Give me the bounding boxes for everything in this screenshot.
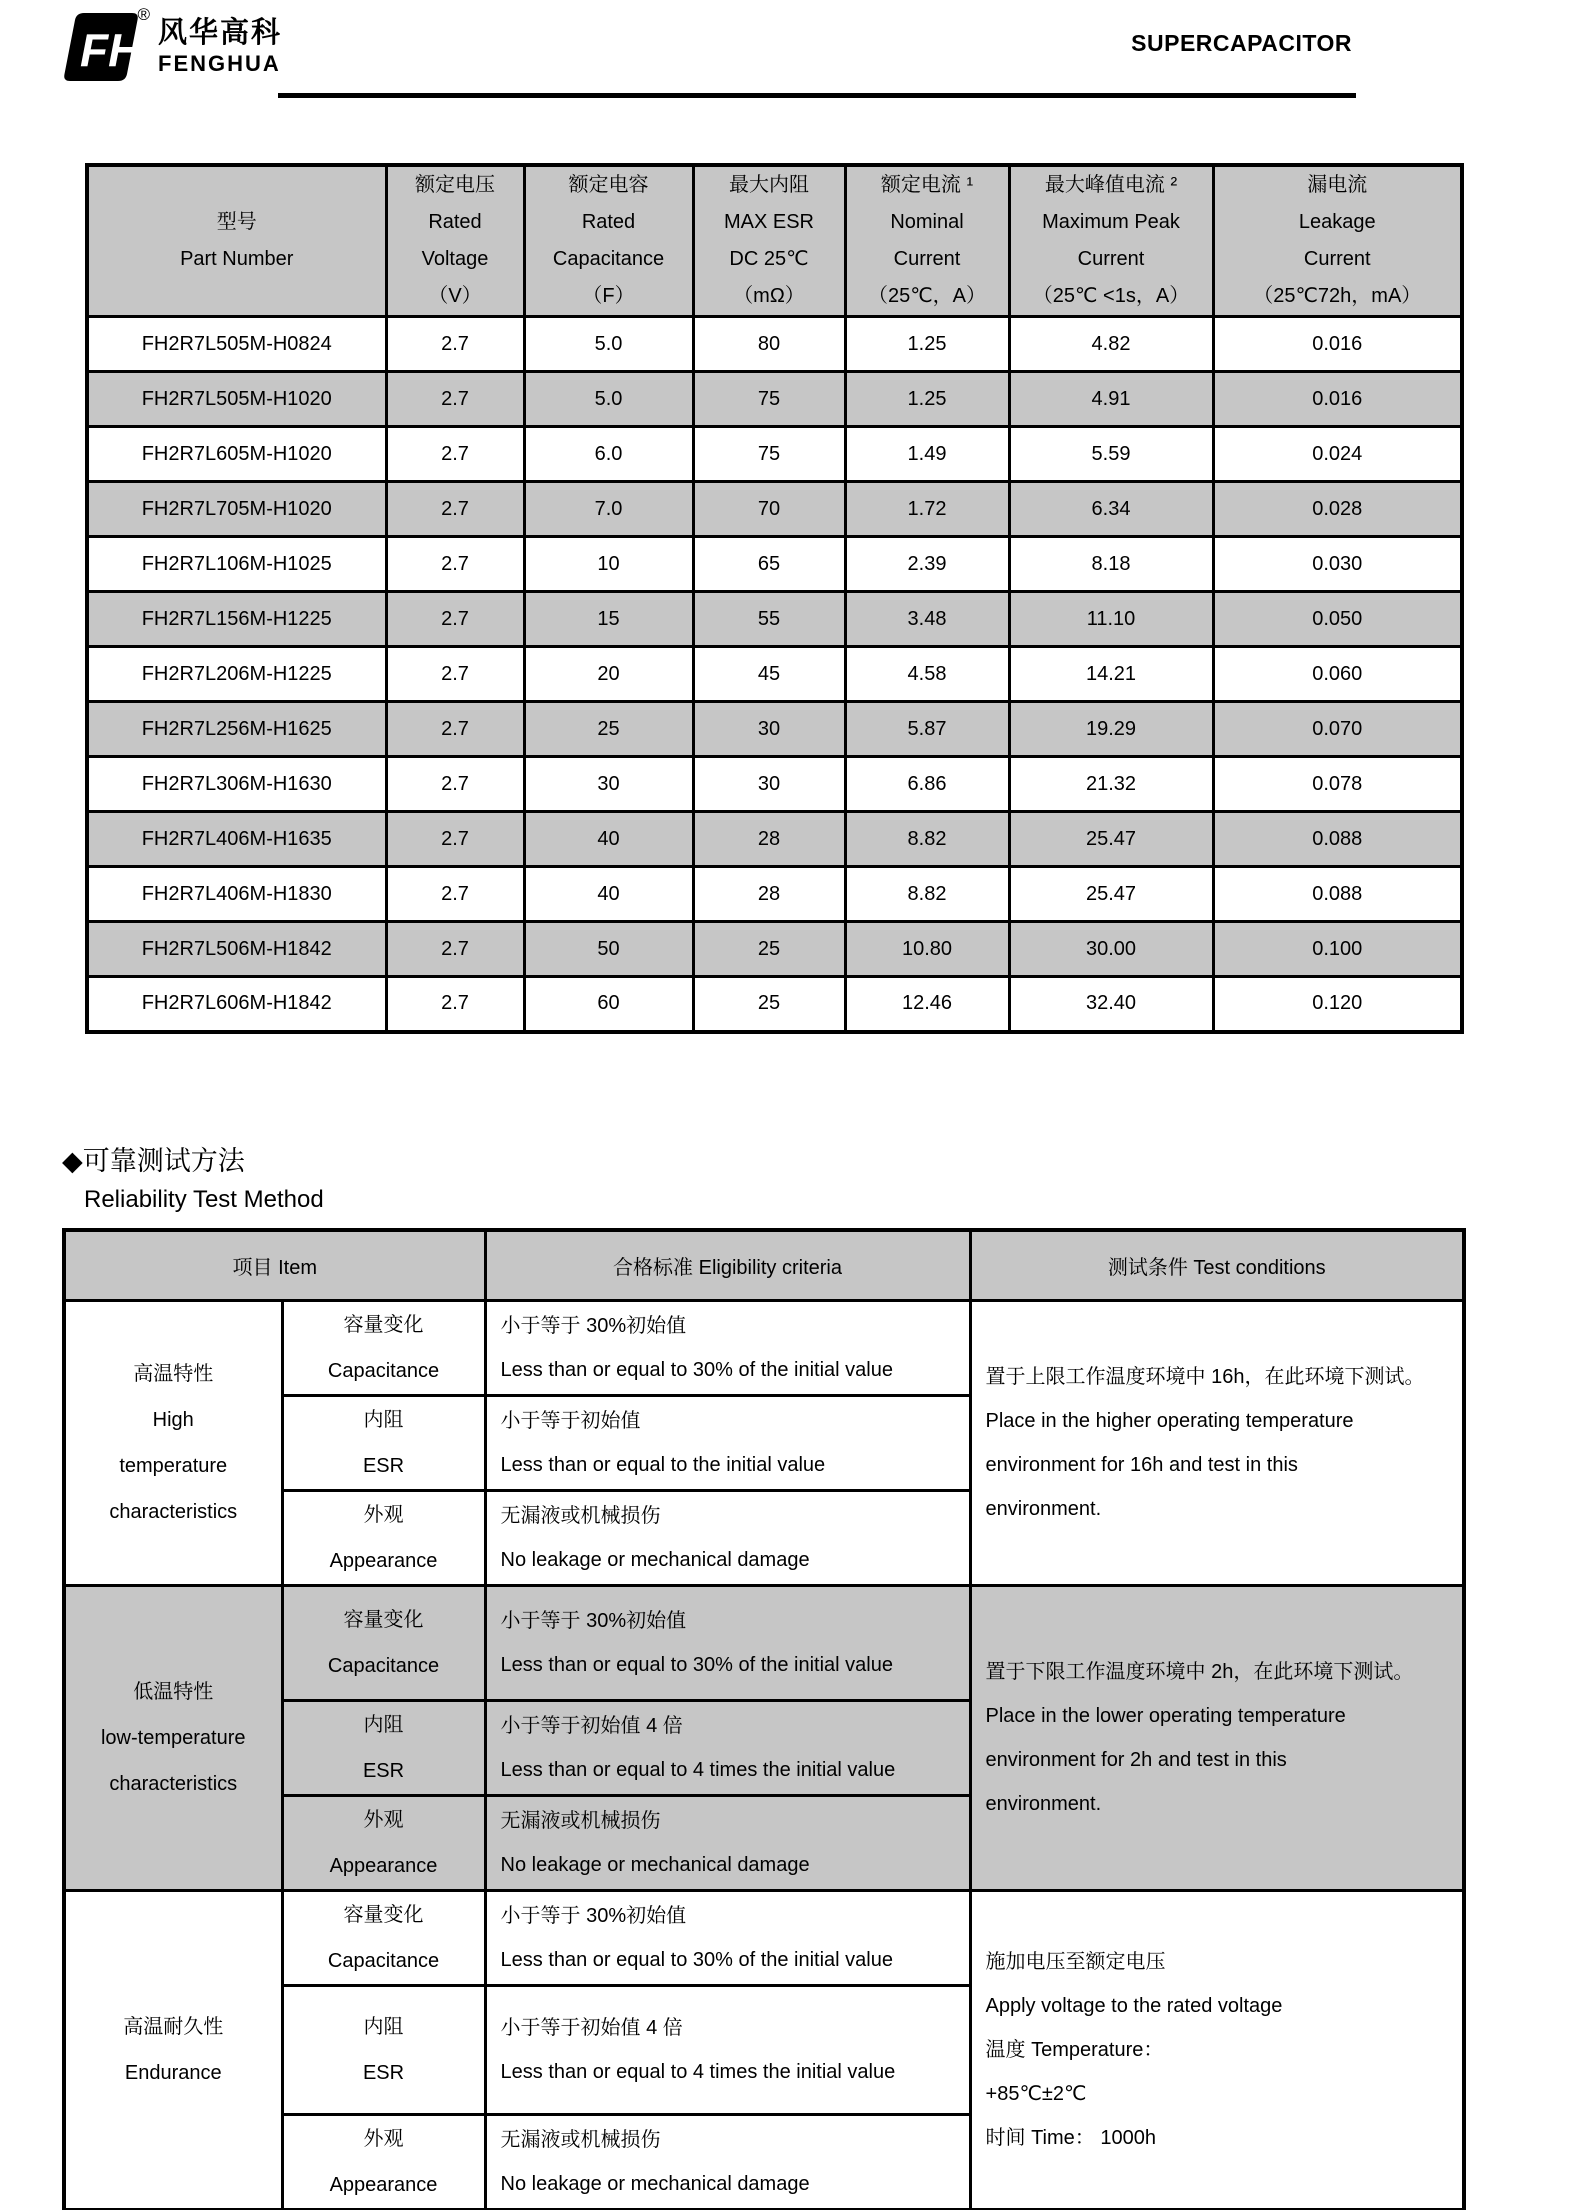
test-group-name-line: 高温特性: [133, 1362, 214, 1385]
nominal-current-cell: 1.49: [845, 427, 1009, 482]
header-line: 额定电流 ¹: [880, 174, 974, 196]
criteria-line: Less than or equal to 4 times the initial value: [500, 2060, 896, 2083]
reliability-row: [64, 1300, 1464, 1395]
reliability-row: [64, 1585, 1464, 1700]
rated-capacitance-cell: 40: [524, 812, 693, 867]
nominal-current-cell: 12.46: [845, 977, 1009, 1032]
rated-capacitance-cell: 50: [524, 922, 693, 977]
header-line: 最大内阻: [729, 174, 809, 196]
conditions-line: environment.: [985, 1497, 1102, 1520]
rated-capacitance-cell: 15: [524, 592, 693, 647]
leakage-current-cell: 0.016: [1213, 372, 1462, 427]
test-item-cell: [282, 1490, 485, 1585]
criteria-cell: [485, 1700, 970, 1795]
max-esr-header: [693, 165, 845, 317]
ratings-row: [87, 537, 1462, 592]
leakage-current-cell: 0.088: [1213, 812, 1462, 867]
max-esr-cell: 30: [693, 757, 845, 812]
leakage-current-cell: 0.120: [1213, 977, 1462, 1032]
conditions-cell: [970, 1585, 1464, 1890]
part-number-header: [87, 165, 386, 317]
part-number-cell: FH2R7L605M-H1020: [87, 427, 386, 482]
test-item-line: 外观: [363, 2127, 404, 2150]
conditions-line: environment for 16h and test in this: [985, 1453, 1298, 1476]
ratings-row: [87, 647, 1462, 702]
test-group-cell: [64, 1585, 282, 1890]
max-peak-current-cell: 30.00: [1009, 922, 1213, 977]
header-line: Maximum Peak: [1042, 211, 1180, 233]
logo-chinese-name: 风华高科: [158, 17, 283, 49]
reliability-header-item: 项目 Item: [64, 1230, 485, 1300]
nominal-current-cell: 1.72: [845, 482, 1009, 537]
conditions-line: 时间 Time： 1000h: [985, 2126, 1156, 2149]
leakage-current-cell: 0.016: [1213, 317, 1462, 372]
test-item-line: ESR: [362, 1454, 405, 1477]
criteria-line: No leakage or mechanical damage: [500, 2172, 810, 2195]
ratings-header-row: [87, 165, 1462, 317]
reliability-section-heading: [62, 1143, 324, 1217]
test-group-name-line: Endurance: [124, 2061, 222, 2084]
part-number-cell: FH2R7L206M-H1225: [87, 647, 386, 702]
ratings-row: [87, 702, 1462, 757]
ratings-row: [87, 867, 1462, 922]
test-item-line: 容量变化: [343, 1608, 424, 1631]
criteria-line: Less than or equal to 30% of the initial value: [500, 1653, 893, 1676]
max-esr-cell: 80: [693, 317, 845, 372]
criteria-line: Less than or equal to the initial value: [500, 1453, 826, 1476]
diamond-bullet-icon: ◆: [62, 1146, 83, 1176]
header-line: （25℃ <1s，A）: [1032, 285, 1190, 307]
leakage-current-cell: 0.030: [1213, 537, 1462, 592]
test-group-name-line: temperature: [119, 1454, 228, 1477]
criteria-cell: [485, 1395, 970, 1490]
conditions-line: Place in the lower operating temperature: [985, 1704, 1346, 1727]
ratings-row: [87, 427, 1462, 482]
criteria-line: 小于等于 30%初始值: [500, 1904, 687, 1927]
rated-capacitance-header: [524, 165, 693, 317]
ratings-row: [87, 317, 1462, 372]
test-item-line: Appearance: [329, 1549, 438, 1572]
part-number-cell: FH2R7L606M-H1842: [87, 977, 386, 1032]
rated-voltage-cell: 2.7: [386, 592, 524, 647]
ratings-row: [87, 592, 1462, 647]
leakage-current-header: [1213, 165, 1462, 317]
nominal-current-header: [845, 165, 1009, 317]
test-group-name-line: low-temperature: [100, 1726, 246, 1749]
rated-voltage-cell: 2.7: [386, 702, 524, 757]
fenghua-logo-mark: [58, 5, 150, 84]
test-item-cell: [282, 1795, 485, 1890]
criteria-cell: [485, 1985, 970, 2114]
test-item-line: Appearance: [329, 2173, 438, 2196]
test-item-cell: [282, 1985, 485, 2114]
header-line: 型号: [216, 211, 257, 233]
test-group-cell: [64, 1890, 282, 2210]
header-line: MAX ESR: [723, 211, 815, 233]
leakage-current-cell: 0.024: [1213, 427, 1462, 482]
header-line: Nominal: [890, 211, 964, 233]
header-divider: [278, 93, 1356, 98]
rated-voltage-cell: 2.7: [386, 482, 524, 537]
criteria-line: 小于等于初始值 4 倍: [500, 1714, 683, 1737]
fenghua-logo: [58, 5, 283, 84]
max-esr-cell: 65: [693, 537, 845, 592]
header-line: Rated: [428, 211, 482, 233]
header-line: 漏电流: [1307, 174, 1368, 196]
nominal-current-cell: 5.87: [845, 702, 1009, 757]
section-heading-zh-text: 可靠测试方法: [82, 1146, 245, 1176]
max-esr-cell: 70: [693, 482, 845, 537]
criteria-line: 小于等于初始值 4 倍: [500, 2016, 683, 2039]
criteria-line: 小于等于 30%初始值: [500, 1314, 687, 1337]
header-line: Part Number: [180, 248, 294, 270]
part-number-cell: FH2R7L506M-H1842: [87, 922, 386, 977]
header-line: （mΩ）: [733, 285, 805, 307]
rated-voltage-cell: 2.7: [386, 537, 524, 592]
max-peak-current-cell: 25.47: [1009, 812, 1213, 867]
header-line: （25℃72h，mA）: [1253, 285, 1422, 307]
test-item-line: Capacitance: [327, 1654, 440, 1677]
rated-capacitance-cell: 5.0: [524, 317, 693, 372]
nominal-current-cell: 4.58: [845, 647, 1009, 702]
test-item-cell: [282, 1585, 485, 1700]
part-number-cell: FH2R7L156M-H1225: [87, 592, 386, 647]
reliability-header-conditions: 测试条件 Test conditions: [970, 1230, 1464, 1300]
rated-voltage-cell: 2.7: [386, 317, 524, 372]
nominal-current-cell: 10.80: [845, 922, 1009, 977]
rated-voltage-cell: 2.7: [386, 757, 524, 812]
criteria-cell: [485, 1490, 970, 1585]
max-peak-current-cell: 25.47: [1009, 867, 1213, 922]
criteria-cell: [485, 1890, 970, 1985]
max-esr-cell: 30: [693, 702, 845, 757]
max-peak-current-cell: 4.82: [1009, 317, 1213, 372]
header-line: Current: [1303, 248, 1371, 270]
logo-english-name: FENGHUA: [158, 51, 281, 76]
rated-voltage-cell: 2.7: [386, 922, 524, 977]
criteria-line: Less than or equal to 4 times the initial value: [500, 1758, 896, 1781]
criteria-line: 无漏液或机械损伤: [500, 2128, 661, 2151]
rated-capacitance-cell: 6.0: [524, 427, 693, 482]
ratings-row: [87, 977, 1462, 1032]
max-esr-cell: 28: [693, 812, 845, 867]
conditions-line: Apply voltage to the rated voltage: [985, 1994, 1283, 2017]
criteria-line: Less than or equal to 30% of the initial value: [500, 1948, 893, 1971]
test-item-cell: [282, 2114, 485, 2210]
header-line: （F）: [582, 285, 635, 307]
test-item-line: 容量变化: [343, 1313, 424, 1336]
header-line: 额定电压: [415, 174, 495, 196]
test-item-line: 容量变化: [343, 1903, 424, 1926]
ratings-table: [85, 163, 1464, 1034]
max-esr-cell: 28: [693, 867, 845, 922]
criteria-line: Less than or equal to 30% of the initial value: [500, 1358, 893, 1381]
test-item-line: 内阻: [363, 2015, 404, 2038]
max-peak-current-cell: 4.91: [1009, 372, 1213, 427]
logo-text: [158, 10, 282, 78]
rated-capacitance-cell: 10: [524, 537, 693, 592]
reliability-row: [64, 1890, 1464, 1985]
test-item-line: 内阻: [363, 1408, 404, 1431]
header-line: 最大峰值电流 ²: [1044, 174, 1178, 196]
nominal-current-cell: 8.82: [845, 812, 1009, 867]
conditions-line: +85℃±2℃: [985, 2082, 1087, 2105]
criteria-line: 无漏液或机械损伤: [500, 1809, 661, 1832]
conditions-line: environment for 2h and test in this: [985, 1748, 1287, 1771]
svg-text:FH: FH: [80, 24, 142, 76]
criteria-line: 无漏液或机械损伤: [500, 1504, 661, 1527]
rated-voltage-header: [386, 165, 524, 317]
rated-voltage-cell: 2.7: [386, 867, 524, 922]
part-number-cell: FH2R7L505M-H0824: [87, 317, 386, 372]
conditions-cell: [970, 1890, 1464, 2210]
test-item-line: ESR: [362, 2061, 405, 2084]
test-item-line: Capacitance: [327, 1949, 440, 1972]
part-number-cell: FH2R7L505M-H1020: [87, 372, 386, 427]
test-item-cell: [282, 1300, 485, 1395]
rated-capacitance-cell: 5.0: [524, 372, 693, 427]
leakage-current-cell: 0.088: [1213, 867, 1462, 922]
max-peak-current-cell: 21.32: [1009, 757, 1213, 812]
nominal-current-cell: 1.25: [845, 372, 1009, 427]
conditions-line: 施加电压至额定电压: [985, 1950, 1166, 1973]
max-esr-cell: 45: [693, 647, 845, 702]
criteria-cell: [485, 1795, 970, 1890]
test-item-cell: [282, 1395, 485, 1490]
nominal-current-cell: 6.86: [845, 757, 1009, 812]
registered-trademark-icon: ®: [137, 5, 150, 24]
test-item-line: Appearance: [329, 1854, 438, 1877]
header-line: 额定电容: [568, 174, 649, 196]
rated-voltage-cell: 2.7: [386, 647, 524, 702]
header-line: Voltage: [421, 248, 489, 270]
ratings-row: [87, 372, 1462, 427]
criteria-line: 小于等于 30%初始值: [500, 1609, 687, 1632]
ratings-row: [87, 922, 1462, 977]
test-item-line: 内阻: [363, 1713, 404, 1736]
part-number-cell: FH2R7L406M-H1635: [87, 812, 386, 867]
rated-capacitance-cell: 30: [524, 757, 693, 812]
criteria-cell: [485, 1585, 970, 1700]
rated-voltage-cell: 2.7: [386, 977, 524, 1032]
part-number-cell: FH2R7L306M-H1630: [87, 757, 386, 812]
leakage-current-cell: 0.070: [1213, 702, 1462, 757]
leakage-current-cell: 0.100: [1213, 922, 1462, 977]
header-line: Current: [893, 248, 961, 270]
conditions-line: 温度 Temperature：: [985, 2038, 1164, 2061]
header-line: （V）: [428, 285, 482, 307]
ratings-row: [87, 757, 1462, 812]
leakage-current-cell: 0.060: [1213, 647, 1462, 702]
max-esr-cell: 25: [693, 977, 845, 1032]
ratings-row: [87, 812, 1462, 867]
max-peak-current-cell: 8.18: [1009, 537, 1213, 592]
header-line: DC 25℃: [729, 248, 809, 270]
part-number-cell: FH2R7L106M-H1025: [87, 537, 386, 592]
test-group-name-line: 低温特性: [133, 1680, 214, 1703]
rated-capacitance-cell: 60: [524, 977, 693, 1032]
max-peak-current-cell: 14.21: [1009, 647, 1213, 702]
section-heading-en: Reliability Test Method: [84, 1186, 324, 1213]
rated-voltage-cell: 2.7: [386, 427, 524, 482]
test-item-line: ESR: [362, 1759, 405, 1782]
reliability-table: [62, 1228, 1466, 2210]
reliability-header-row: [64, 1230, 1464, 1300]
test-group-name-line: characteristics: [109, 1772, 238, 1795]
criteria-cell: [485, 1300, 970, 1395]
test-item-line: 外观: [363, 1503, 404, 1526]
part-number-cell: FH2R7L256M-H1625: [87, 702, 386, 757]
test-group-cell: [64, 1300, 282, 1585]
conditions-line: Place in the higher operating temperature: [985, 1409, 1354, 1432]
test-item-line: 外观: [363, 1808, 404, 1831]
rated-voltage-cell: 2.7: [386, 372, 524, 427]
max-esr-cell: 25: [693, 922, 845, 977]
max-peak-current-cell: 5.59: [1009, 427, 1213, 482]
max-peak-current-header: [1009, 165, 1213, 317]
conditions-line: 置于上限工作温度环境中 16h，在此环境下测试。: [985, 1365, 1425, 1388]
ratings-row: [87, 482, 1462, 537]
max-peak-current-cell: 11.10: [1009, 592, 1213, 647]
nominal-current-cell: 8.82: [845, 867, 1009, 922]
criteria-line: No leakage or mechanical damage: [500, 1853, 810, 1876]
header-line: Rated: [581, 211, 636, 233]
part-number-cell: FH2R7L705M-H1020: [87, 482, 386, 537]
test-group-name-line: 高温耐久性: [123, 2015, 224, 2038]
max-peak-current-cell: 6.34: [1009, 482, 1213, 537]
header-line: Capacitance: [552, 248, 665, 270]
conditions-line: 置于下限工作温度环境中 2h，在此环境下测试。: [985, 1660, 1414, 1683]
nominal-current-cell: 3.48: [845, 592, 1009, 647]
nominal-current-cell: 2.39: [845, 537, 1009, 592]
fenghua-logo-mark-icon: [58, 10, 142, 84]
conditions-cell: [970, 1300, 1464, 1585]
criteria-line: No leakage or mechanical damage: [500, 1548, 810, 1571]
header-line: （25℃，A）: [867, 285, 987, 307]
leakage-current-cell: 0.078: [1213, 757, 1462, 812]
rated-capacitance-cell: 7.0: [524, 482, 693, 537]
rated-capacitance-cell: 25: [524, 702, 693, 757]
reliability-header-criteria: 合格标准 Eligibility criteria: [485, 1230, 970, 1300]
test-item-line: Capacitance: [327, 1359, 440, 1382]
section-heading-zh: [62, 1143, 324, 1179]
criteria-line: 小于等于初始值: [500, 1409, 641, 1432]
leakage-current-cell: 0.028: [1213, 482, 1462, 537]
max-esr-cell: 75: [693, 372, 845, 427]
max-peak-current-cell: 19.29: [1009, 702, 1213, 757]
rated-capacitance-cell: 40: [524, 867, 693, 922]
test-group-name-line: characteristics: [109, 1500, 238, 1523]
rated-voltage-cell: 2.7: [386, 812, 524, 867]
criteria-cell: [485, 2114, 970, 2210]
max-peak-current-cell: 32.40: [1009, 977, 1213, 1032]
test-group-name-line: High: [152, 1408, 194, 1431]
test-item-cell: [282, 1700, 485, 1795]
nominal-current-cell: 1.25: [845, 317, 1009, 372]
header-line: Leakage: [1298, 211, 1376, 233]
rated-capacitance-cell: 20: [524, 647, 693, 702]
max-esr-cell: 75: [693, 427, 845, 482]
conditions-line: environment.: [985, 1792, 1102, 1815]
max-esr-cell: 55: [693, 592, 845, 647]
leakage-current-cell: 0.050: [1213, 592, 1462, 647]
part-number-cell: FH2R7L406M-H1830: [87, 867, 386, 922]
header-line: Current: [1077, 248, 1145, 270]
page-title: SUPERCAPACITOR: [1131, 30, 1352, 56]
test-item-cell: [282, 1890, 485, 1985]
